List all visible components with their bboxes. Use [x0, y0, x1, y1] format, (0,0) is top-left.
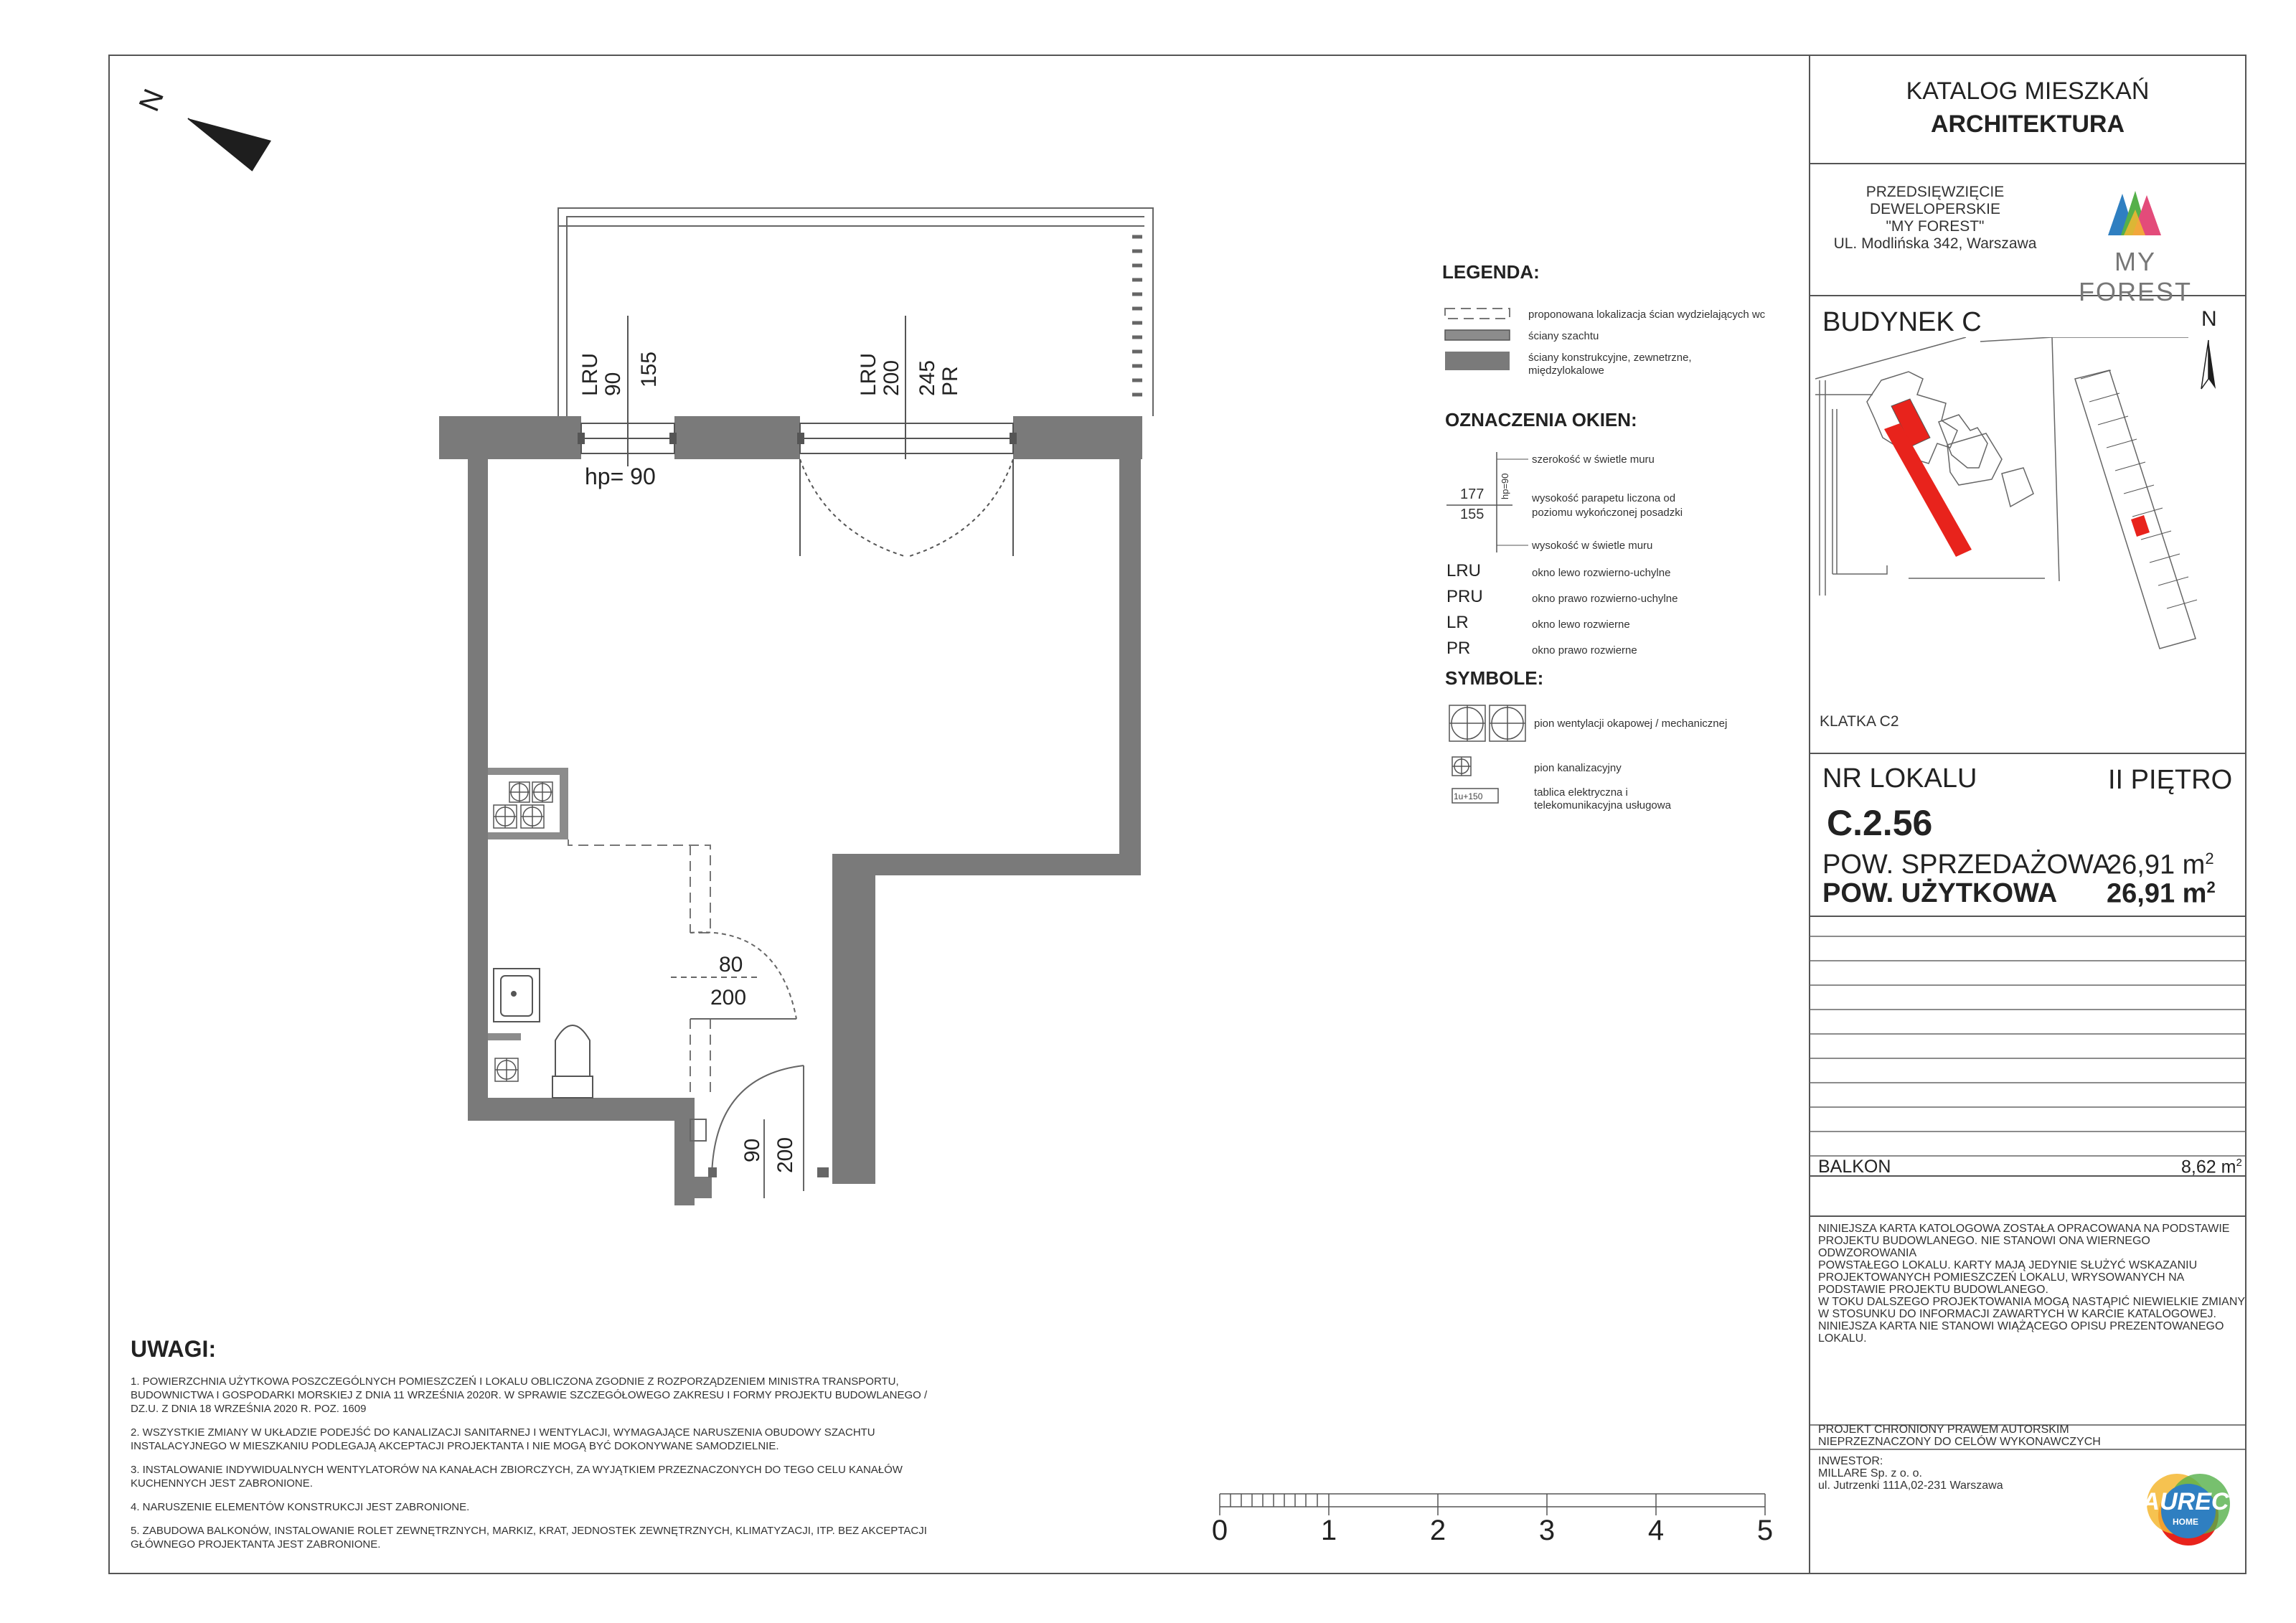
floor-label: II PIĘTRO — [2108, 765, 2233, 795]
project-line-1: PRZEDSIĘWZIĘCIE — [1866, 184, 2005, 200]
scale-bar — [1220, 1494, 1765, 1515]
copyright-text: PROJEKT CHRONIONY PRAWEM AUTORSKIM NIEPRZEZNACZONY DO CELÓW WYKONAWCZYCH — [1818, 1424, 2101, 1448]
sales-area-number: 26,91 m — [2107, 850, 2206, 880]
sales-area-value — [2107, 850, 2214, 881]
note-3: 3. INSTALOWANIE INDYWIDUALNYCH WENTYLATORÓW NA KANAŁACH ZBIORCZYCH, ZA WYJĄTKIEM PRZEZNACZONYCH DO TEGO CELU KANAŁÓW KUCHENNYCH JEST ZABRONIONE. — [131, 1464, 903, 1490]
window-2 — [798, 316, 1016, 556]
scale-label-1: 1 — [1320, 1515, 1337, 1546]
window-code-height-desc: wysokość w świetle muru — [1532, 540, 1653, 552]
window-code-example-height: 155 — [1460, 507, 1485, 522]
legend-item-structural-walls-2: międzylokalowe — [1528, 364, 1604, 377]
section-title: ARCHITEKTURA — [1930, 110, 2125, 138]
window-code-sill-desc: wysokość parapetu liczona od — [1532, 492, 1676, 504]
balcony-railing-ticks — [1132, 237, 1142, 395]
symbols-title: SYMBOLE: — [1445, 667, 1544, 689]
site-plan — [1815, 337, 2246, 739]
code-pru-desc: okno prawo rozwierno-uchylne — [1532, 593, 1678, 605]
project-line-2: DEWELOPERSKIE — [1869, 201, 2001, 217]
my-forest-logo-mark — [2102, 188, 2167, 240]
my-forest-logo-text: MY FOREST — [2078, 247, 2192, 306]
notes-title: UWAGI: — [131, 1336, 217, 1362]
usable-area-number: 26,91 m — [2107, 878, 2207, 909]
window-1-width-label: 90 — [601, 372, 625, 396]
site-north-letter: N — [2201, 307, 2217, 331]
symbol-panel-desc: tablica elektryczna i — [1534, 786, 1628, 799]
window-1-sill-label: hp= 90 — [585, 464, 656, 489]
window-codes-title: OZNACZENIA OKIEN: — [1445, 409, 1637, 431]
legend-item-shaft-walls: ściany szachtu — [1528, 330, 1599, 342]
note-2: 2. WSZYSTKIE ZMIANY W UKŁADZIE PODEJŚĆ DO KANALIZACJI SANITARNEJ I WENTYLACJI, WYMAGAJĄCE NARUSZENIA OBUDOWY SZACHTU INSTALACYJNEGO W MIESZKANIU PODLEGAJĄ AKCEPTACJI PROJEKTANTA I NIE MOGĄ BYĆ DOKONYWANE SAMODZIELNIE. — [131, 1426, 875, 1452]
building-label: BUDYNEK C — [1822, 307, 1982, 337]
window-2-width-label: 200 — [880, 359, 903, 396]
north-letter-plan: N — [133, 85, 171, 116]
symbol-ventilation-desc: pion wentylacji okapowej / mechanicznej — [1534, 718, 1728, 730]
balcony-area-unit-sup: 2 — [2236, 1157, 2242, 1169]
project-info — [1810, 184, 2061, 253]
staircase-label: KLATKA C2 — [1820, 713, 1899, 730]
door-2-height-label: 200 — [773, 1137, 797, 1173]
usable-area-unit-sup: 2 — [2206, 878, 2216, 896]
code-lr-desc: okno lewo rozwierne — [1532, 618, 1630, 631]
catalog-title: KATALOG MIESZKAŃ — [1906, 77, 2150, 105]
window-code-diagram — [1442, 445, 1535, 560]
symbol-panel-desc-2: telekomunikacyjna usługowa — [1534, 799, 1671, 812]
sales-area-unit-sup: 2 — [2205, 850, 2214, 867]
toilet — [552, 1025, 593, 1098]
window-2-height-label: 245 — [916, 359, 939, 396]
code-lru: LRU — [1446, 561, 1482, 580]
unit-number-label: NR LOKALU — [1822, 763, 1977, 794]
symbol-panel-tag: 1u+150 — [1454, 791, 1483, 801]
window-1-type-label: LRU — [578, 352, 602, 396]
legend-swatches — [1442, 301, 1514, 373]
legend-item-structural-walls: ściany konstrukcyjne, zewnetrzne, — [1528, 352, 1692, 364]
legend-item-wc-walls: proponowana lokalizacja ścian wydzielających wc — [1528, 309, 1766, 321]
scale-label-3: 3 — [1538, 1515, 1556, 1546]
balcony-area-number: 8,62 m — [2181, 1157, 2236, 1177]
note-1: 1. POWIERZCHNIA UŻYTKOWA POSZCZEGÓLNYCH POMIESZCZEŃ I LOKALU OBLICZONA ZGODNIE Z ROZPORZĄDZENIEM MINISTRA TRANSPORTU, BUDOWNICTWA I GOSPODARKI MORSKIEJ Z DNIA 11 WRZEŚNIA 2020R. W SPRAWIE SZCZEGÓŁOWEGO ZAKRESU I FORMY PROJEKTU BUDOWLANEGO / DZ.U. Z DNIA 18 WRZEŚNIA 2020 R. POZ. 1609 — [131, 1375, 928, 1415]
notes-list — [131, 1375, 956, 1561]
aurec-logo-text: AUREC — [2142, 1488, 2229, 1515]
scale-label-0: 0 — [1211, 1515, 1228, 1546]
window-2-code-label: PR — [938, 366, 962, 396]
code-lru-desc: okno lewo rozwierno-uchylne — [1532, 567, 1671, 579]
project-line-3: "MY FOREST" — [1886, 218, 1985, 235]
code-pr: PR — [1446, 639, 1471, 658]
code-pru: PRU — [1446, 587, 1483, 606]
aurec-logo-home: HOME — [2173, 1517, 2198, 1527]
disclaimer-text: NINIEJSZA KARTA KATOLOGOWA ZOSTAŁA OPRACOWANA NA PODSTAWIE PROJEKTU BUDOWLANEGO. NIE STANOWI ONA WIERNEGO ODWZOROWANIA POWSTAŁEGO LOKALU. KARTY MAJĄ JEDYNIE SŁUŻYĆ WSKAZANIU PROJEKTOWANYCH POMIESZCZEŃ LOKALU, WRYSOWANYCH NA PODSTAWIE PROJEKTU BUDOWLANEGO. W TOKU DALSZEGO PROJEKTOWANIA MOGĄ NASTĄPIĆ NIEWIELKIE ZMIANY W STOSUNKU DO INFORMACJI ZAWARTYCH W KARCIE KATALOGOWEJ. NINIEJSZA KARTA NIE STANOWI WIĄŻĄCEGO OPISU PREZENTOWANEGO LOKALU. — [1818, 1223, 2246, 1345]
balcony-area-value — [2181, 1157, 2242, 1177]
legend-title: LEGENDA: — [1442, 261, 1540, 283]
balcony-label: BALKON — [1818, 1157, 1891, 1177]
scale-label-4: 4 — [1647, 1515, 1665, 1546]
washbasin — [494, 969, 540, 1022]
scale-label-2: 2 — [1429, 1515, 1446, 1546]
north-arrow-plan — [188, 118, 271, 171]
door-2-width-label: 90 — [740, 1138, 764, 1162]
unit-number: C.2.56 — [1827, 803, 1933, 843]
investor-text: INWESTOR: MILLARE Sp. z o. o. ul. Jutrzenki 111A,02-231 Warszawa — [1818, 1455, 2003, 1492]
empty-table-rows — [1810, 936, 2246, 1156]
window-code-example-hp: hp=90 — [1500, 473, 1510, 499]
window-code-example-width: 177 — [1460, 486, 1485, 502]
code-lr: LR — [1446, 613, 1469, 632]
window-2-type-label: LRU — [857, 352, 880, 396]
window-code-width-desc: szerokość w świetle muru — [1532, 453, 1655, 466]
symbol-sewage-desc: pion kanalizacyjny — [1534, 762, 1622, 774]
window-1-height-label: 155 — [637, 351, 661, 387]
scale-label-5: 5 — [1756, 1515, 1774, 1546]
door-1-width-label: 80 — [719, 953, 743, 977]
project-line-4: UL. Modlińska 342, Warszawa — [1833, 235, 2037, 252]
code-pr-desc: okno prawo rozwierne — [1532, 644, 1637, 657]
usable-area-label: POW. UŻYTKOWA — [1822, 878, 2058, 908]
structural-walls — [439, 416, 1142, 1205]
door-1-height-label: 200 — [710, 986, 747, 1010]
usable-area-value — [2107, 878, 2216, 910]
sales-area-label: POW. SPRZEDAŻOWA — [1822, 850, 2111, 880]
window-code-sill-desc-2: poziomu wykończonej posadzki — [1532, 507, 1683, 519]
note-5: 5. ZABUDOWA BALKONÓW, INSTALOWANIE ROLET ZEWNĘTRZNYCH, MARKIZ, KRAT, JEDNOSTEK ZEWNĘTRZNYCH, KLIMATYZACJI, ITP. BEZ AKCEPTACJI GŁÓWNEGO PROJEKTANTA JEST ZABRONIONE. — [131, 1525, 927, 1551]
note-4: 4. NARUSZENIE ELEMENTÓW KONSTRUKCJI JEST ZABRONIONE. — [131, 1501, 470, 1513]
